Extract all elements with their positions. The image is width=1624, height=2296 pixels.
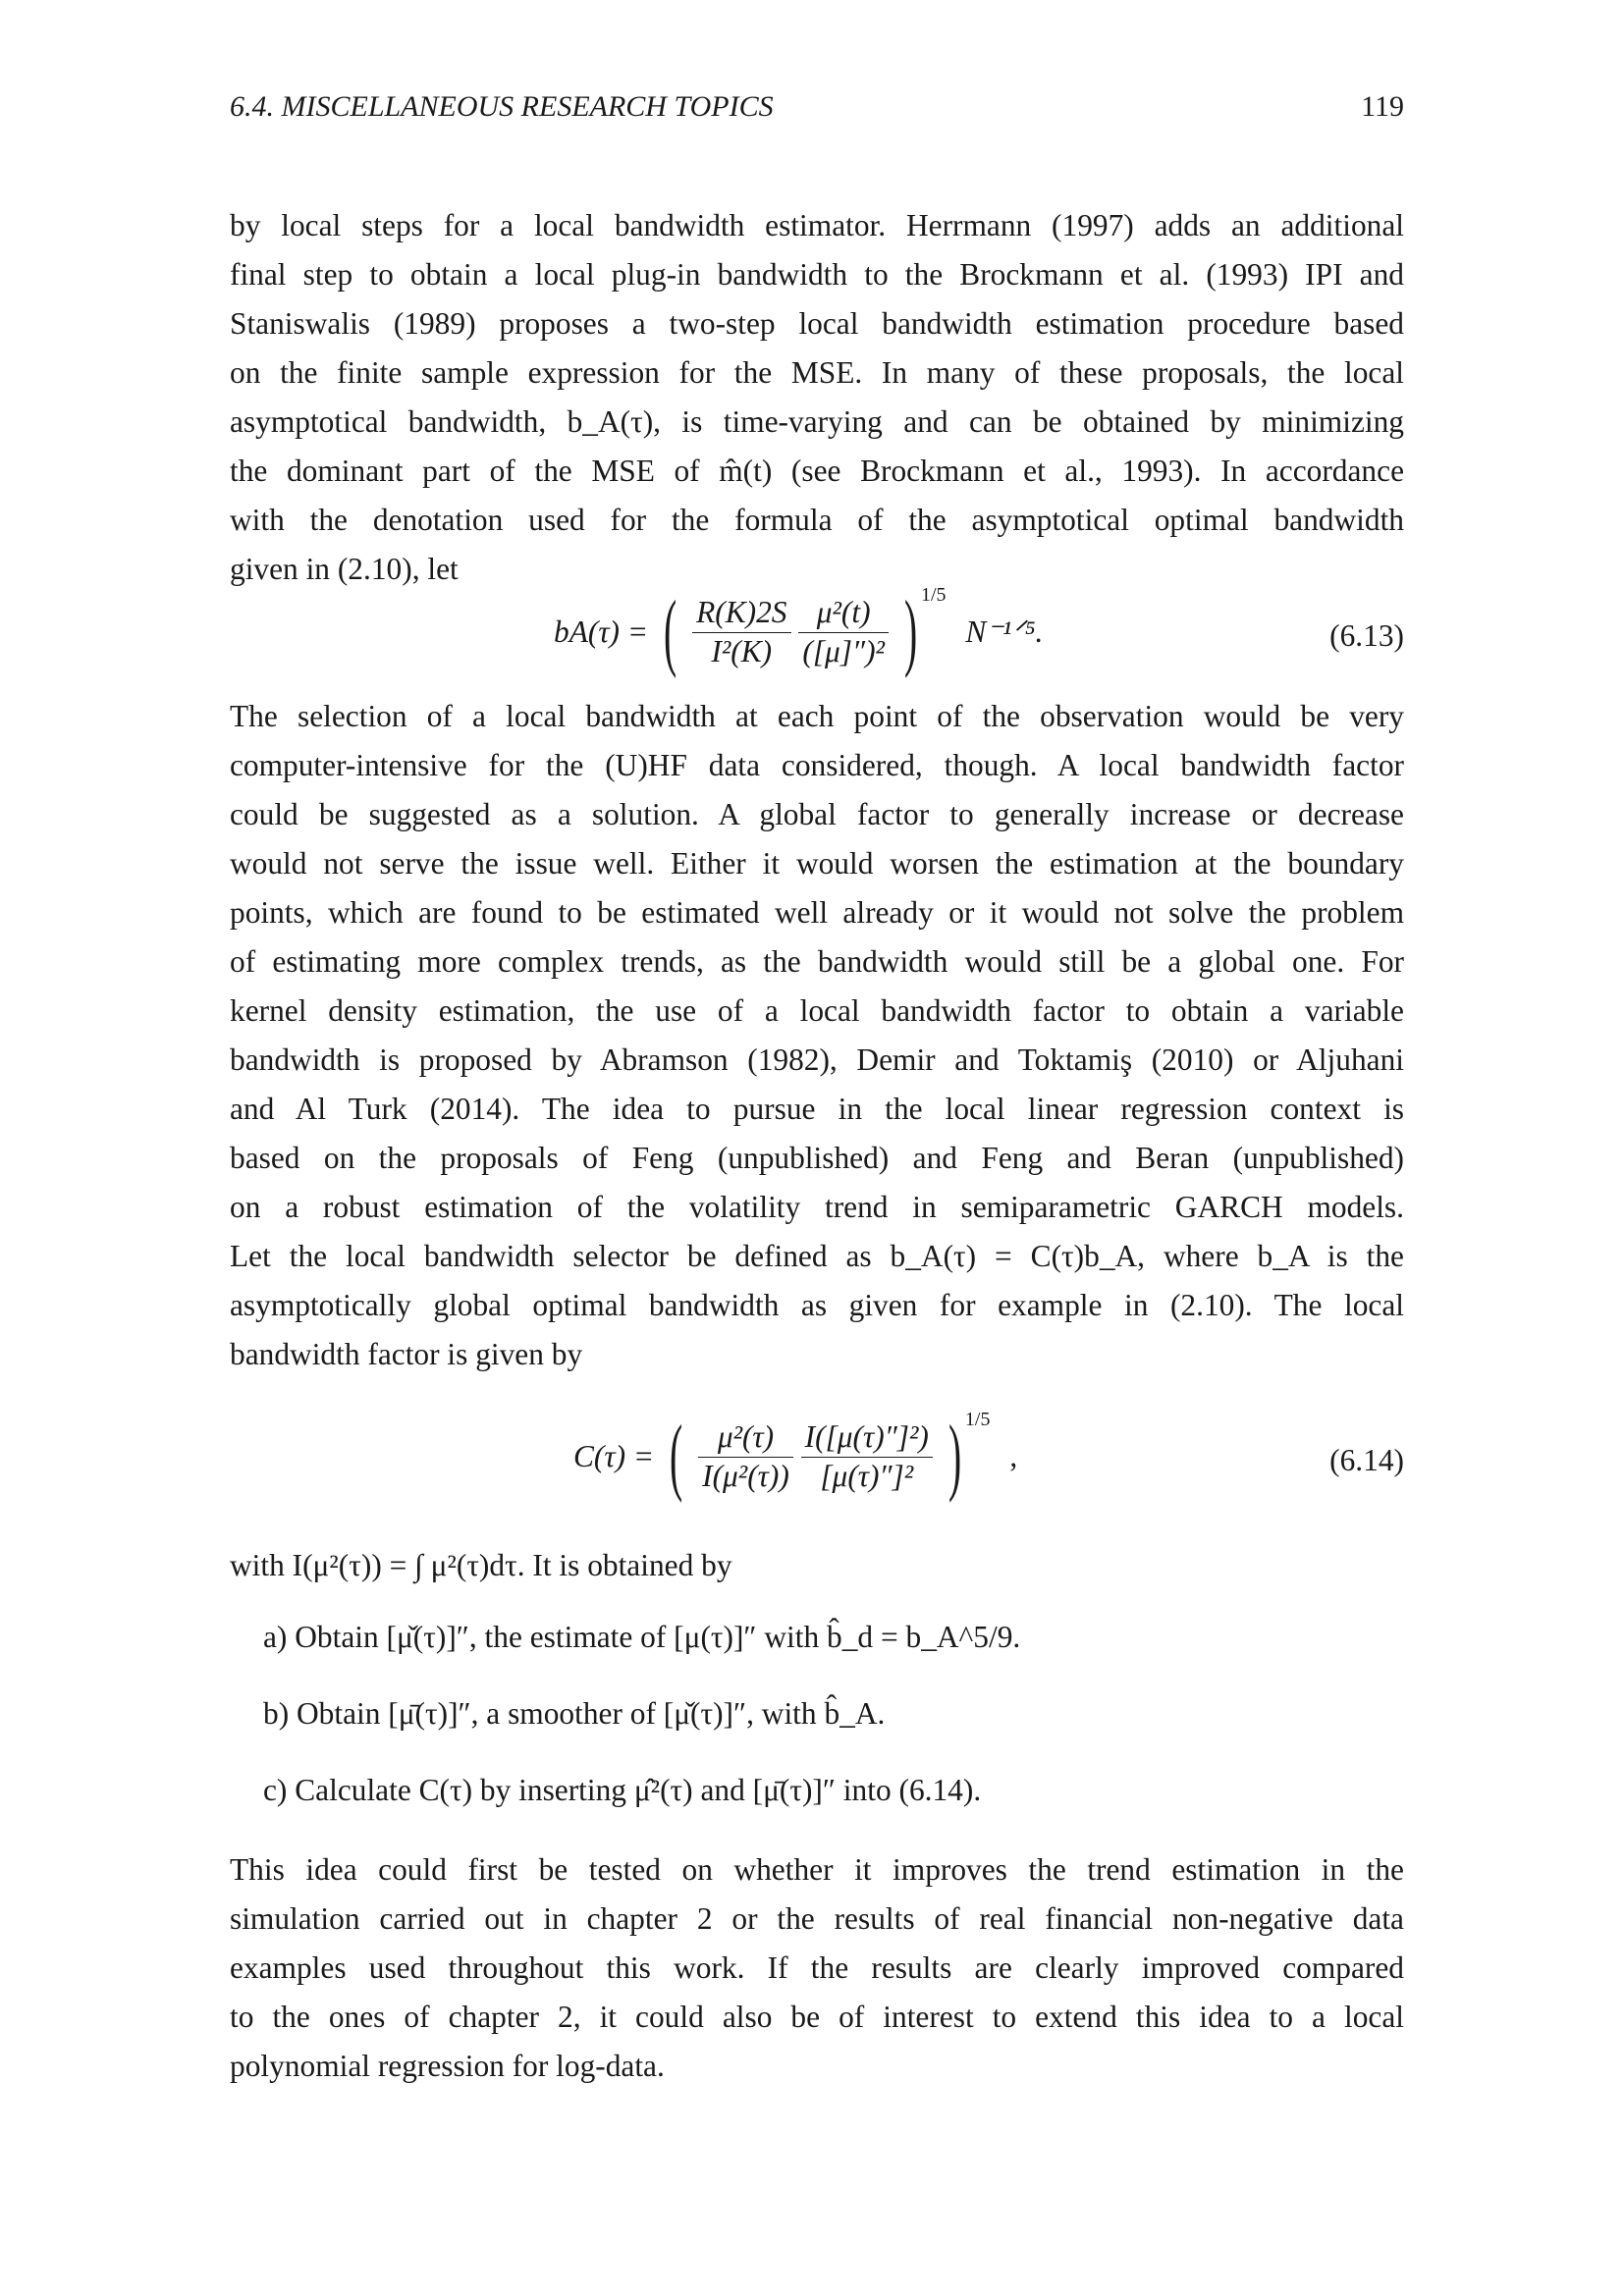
text-line: computer-intensive for the (U)HF data considered, though. A local bandwidth factor (230, 748, 1404, 782)
text-line: final step to obtain a local plug-in bandwidth to the Brockmann et al. (1993) IPI and (230, 257, 1404, 292)
equation-number: (6.13) (1329, 618, 1404, 653)
right-paren-icon: ) (947, 1409, 961, 1504)
fraction: $\frac{\text{I([μ(τ)″]²)}}{\text{[μ(τ)″]²}}$ (801, 1420, 933, 1493)
text-line: the dominant part of the MSE of m̂(t) (see Brockmann et al., 1993). In accordance (230, 454, 1404, 488)
equation-tail: , (1009, 1439, 1018, 1473)
equation-6-13 (230, 583, 1404, 687)
text-line: bandwidth is proposed by Abramson (1982), Demir and Toktamiş (2010) or Aljuhani (230, 1042, 1404, 1077)
exponent: 1/5 (964, 1408, 991, 1430)
text-line: asymptotical bandwidth, b_A(τ), is time-varying and can be obtained by minimizing (230, 404, 1404, 439)
text-line: simulation carried out in chapter 2 or the results of real financial non-negative data (230, 1901, 1404, 1936)
with-line: with I(μ²(τ)) = ∫ μ²(τ)dτ. It is obtained by (230, 1548, 732, 1582)
equation-tail: N⁻¹ᐟ⁵. (965, 614, 1044, 649)
equation-lhs: C(τ) = (573, 1439, 655, 1473)
fraction: $\frac{\text{μ²(τ)}}{\text{I(μ²(τ))}}$ (698, 1420, 793, 1493)
text-line: kernel density estimation, the use of a local bandwidth factor to obtain a variable (230, 993, 1404, 1028)
running-header (230, 90, 1404, 124)
paragraph-2 (230, 692, 1404, 1379)
text-line: based on the proposals of Feng (unpublished) and Feng and Beran (unpublished) (230, 1141, 1404, 1175)
paragraph-1 (230, 201, 1404, 594)
exponent: 1/5 (920, 583, 947, 606)
text-line: This idea could first be tested on whether it improves the trend estimation in the (230, 1852, 1404, 1887)
text-line: could be suggested as a solution. A global factor to generally increase or decrease (230, 797, 1404, 831)
right-paren-icon: ) (903, 584, 918, 679)
list-item: c) Calculate C(τ) by inserting μ̂²(τ) and [μ̄(τ)]″ into (6.14). (263, 1773, 982, 1807)
text-line: given in (2.10), let (230, 552, 459, 586)
section-title: 6.4. MISCELLANEOUS RESEARCH TOPICS (230, 90, 774, 123)
fraction: $\frac{R(K)2S}{\text{I²(K)}}$ (692, 596, 790, 668)
equation-lhs: bA(τ) = (554, 614, 649, 649)
left-paren-icon: ( (663, 584, 677, 679)
equation-6-14 (230, 1408, 1404, 1512)
text-line: on the finite sample expression for the MSE. In many of these proposals, the local (230, 355, 1404, 390)
text-line: Let the local bandwidth selector be defined as b_A(τ) = C(τ)b_A, where b_A is the (230, 1239, 1404, 1273)
text-line: asymptotically global optimal bandwidth as given for example in (2.10). The local (230, 1288, 1404, 1322)
text-line: Staniswalis (1989) proposes a two-step local bandwidth estimation procedure based (230, 306, 1404, 341)
left-paren-icon: ( (670, 1409, 683, 1504)
text-line: of estimating more complex trends, as the bandwidth would still be a global one. For (230, 944, 1404, 979)
text-line: examples used throughout this work. If the results are clearly improved compared (230, 1950, 1404, 1985)
equation-number: (6.14) (1329, 1443, 1404, 1477)
text-line: to the ones of chapter 2, it could also be of interest to extend this idea to a local (230, 2000, 1404, 2034)
fraction: $\frac{\text{μ²(t)}}{\text{([μ]″)²}}$ (798, 596, 889, 668)
text-line: bandwidth factor is given by (230, 1337, 583, 1371)
text-line: by local steps for a local bandwidth estimator. Herrmann (1997) adds an additional (230, 208, 1404, 242)
list-item: b) Obtain [μ̄(τ)]″, a smoother of [μ̌(τ)]″, with b̂_A. (263, 1696, 886, 1731)
text-line: The selection of a local bandwidth at each point of the observation would be very (230, 699, 1404, 733)
text-line: points, which are found to be estimated well already or it would not solve the problem (230, 895, 1404, 930)
text-line: with the denotation used for the formula of the asymptotical optimal bandwidth (230, 503, 1404, 537)
text-line: and Al Turk (2014). The idea to pursue in the local linear regression context is (230, 1092, 1404, 1126)
text-line: on a robust estimation of the volatility trend in semiparametric GARCH models. (230, 1190, 1404, 1224)
paragraph-3 (230, 1845, 1404, 2091)
page-number: 119 (1361, 90, 1404, 123)
list-item: a) Obtain [μ̌(τ)]″, the estimate of [μ(τ)]″ with b̂_d = b_A^5/9. (263, 1620, 1021, 1654)
text-line: polynomial regression for log-data. (230, 2049, 665, 2083)
text-line: would not serve the issue well. Either it would worsen the estimation at the boundary (230, 846, 1404, 881)
